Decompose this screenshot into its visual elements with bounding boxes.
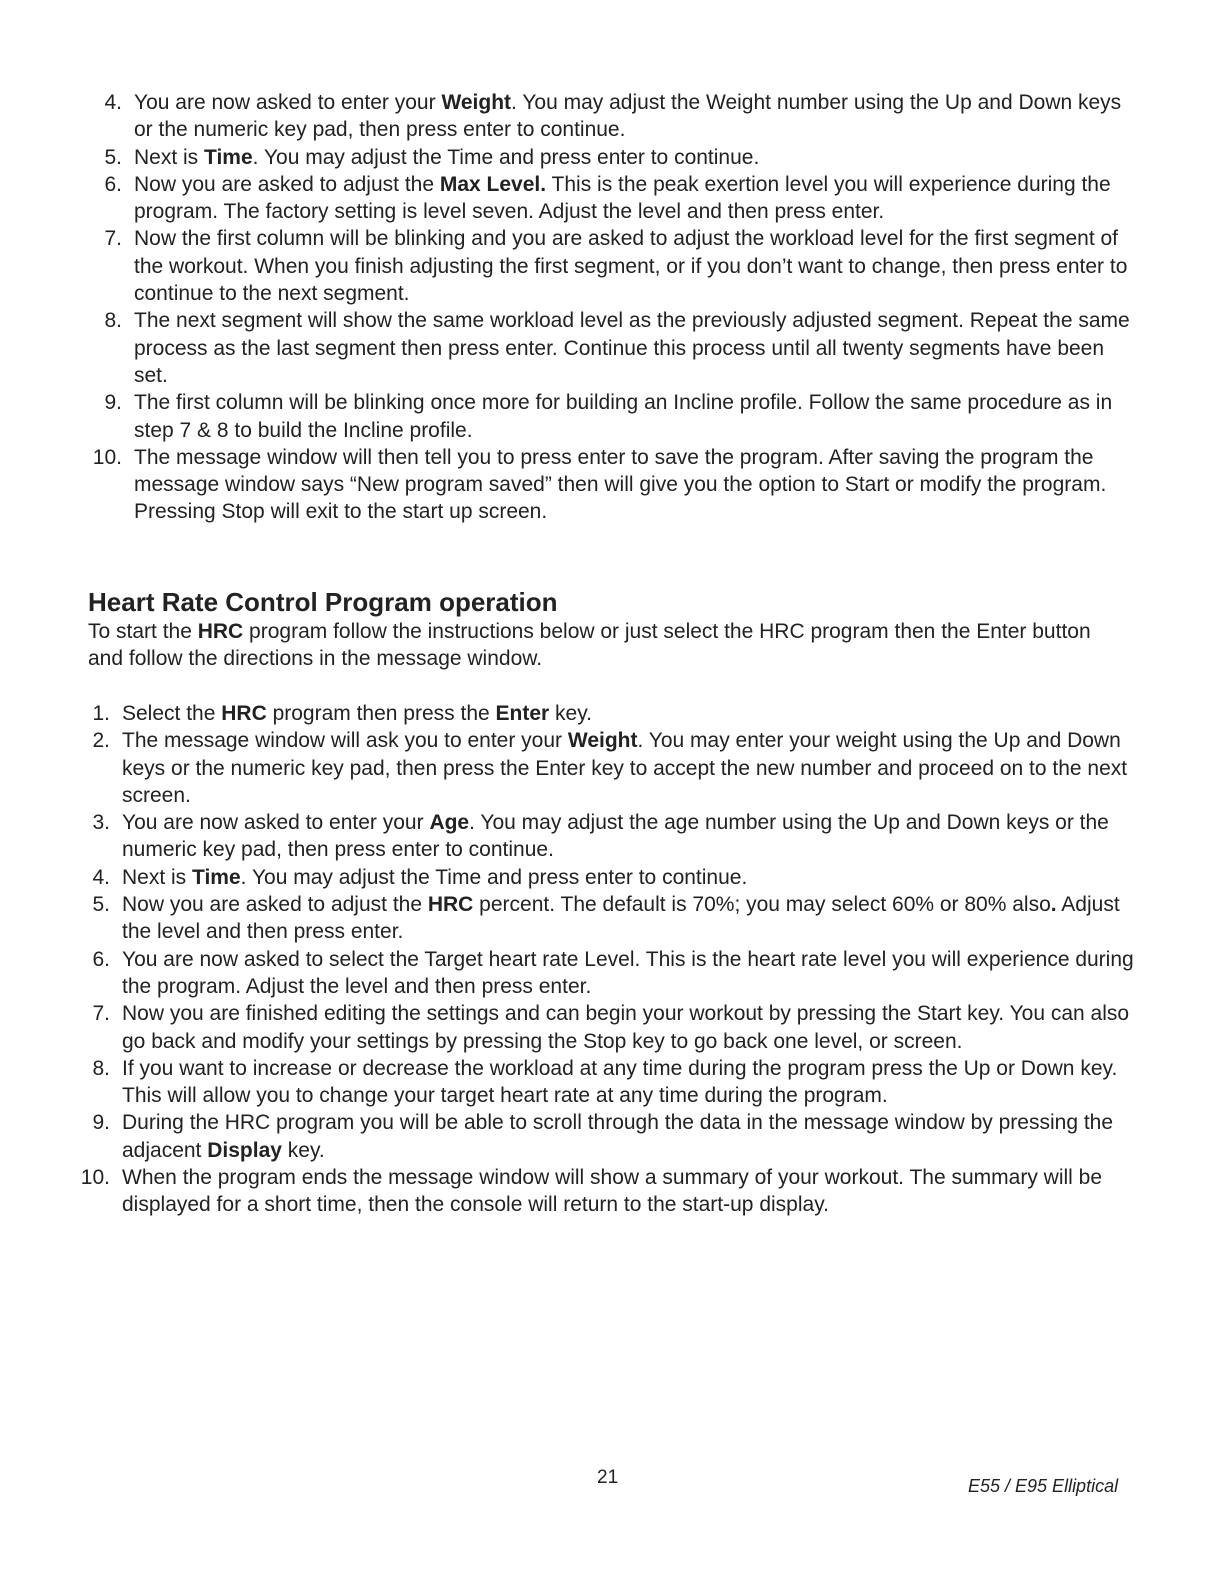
step-number: 5.: [104, 145, 122, 169]
list-item: [92, 1109, 1134, 1164]
step-text: key.: [549, 702, 593, 725]
step-text: The message window will then tell you to press enter to save the program. After saving the program the message window says “New program saved” then will give you the option to Start or modify the program. Pressing Stop will exit to the start up screen.: [134, 445, 1107, 524]
intro-text: program follow the instructions below or just select the HRC program then the Enter button and follow the directions in the message window.: [88, 620, 1091, 671]
step-text: key.: [281, 1138, 325, 1162]
step-number: 6.: [92, 947, 110, 971]
step-keyword: HRC: [221, 702, 267, 725]
step-number: 9.: [92, 1111, 110, 1135]
step-text: You are now asked to enter your: [122, 811, 430, 835]
list-item: [104, 89, 1134, 144]
step-text: You are now asked to enter your: [134, 91, 442, 114]
page-number: 21: [597, 1467, 619, 1488]
step-text: Now the first column will be blinking and you are asked to adjust the workload level for the first segment of the workout. When you finish adjusting the first segment, or if you don’t want to change, then press enter to continue to the next segment.: [134, 227, 1128, 306]
step-text: percent. The default is 70%; you may select 60% or 80% also: [473, 893, 1051, 917]
step-text: Now you are asked to adjust the: [134, 172, 440, 196]
list-item: [92, 700, 1134, 727]
list-item: [92, 1055, 1134, 1110]
step-text: During the HRC program you will be able to scroll through the data in the message window by pressing the adjacent: [122, 1111, 1114, 1162]
list-item: [92, 891, 1134, 946]
step-number: 3.: [92, 811, 110, 835]
step-number: 9.: [104, 391, 122, 415]
step-keyword: Max Level.: [439, 172, 547, 196]
step-keyword: Time: [204, 145, 253, 169]
step-text: Now you are finished editing the settings and can begin your workout by pressing the Start key. You can also go back and modify your settings by pressing the Stop key to go back one level, or screen.: [122, 1002, 1130, 1053]
step-number: 4.: [92, 865, 110, 889]
step-number: 10.: [80, 1166, 110, 1190]
step-keyword: .: [1050, 893, 1057, 917]
step-text: The first column will be blinking once more for building an Incline profile. Follow the same procedure as in step 7 & 8 to build the Incline profile.: [134, 391, 1113, 442]
step-text: . You may adjust the Time and press enter to continue.: [240, 865, 748, 889]
step-number: 6.: [104, 172, 122, 196]
list-item: [104, 307, 1134, 389]
step-text: If you want to increase or decrease the workload at any time during the program press the Up or Down key. This will allow you to change your target heart rate at any time during the program.: [122, 1056, 1118, 1108]
step-keyword: Enter: [495, 702, 550, 725]
step-text: Adjust the level and then press enter.: [122, 893, 1120, 944]
step-text: This is the peak exertion level you will experience during the program. The factory setting is level seven. Adjust the level and then press enter.: [134, 172, 1111, 224]
hrc-steps: [80, 700, 1134, 1219]
step-text: Next is: [134, 145, 205, 169]
step-number: 7.: [104, 227, 122, 251]
step-text: Now you are asked to adjust the: [122, 893, 428, 917]
intro-text: To start the: [88, 620, 198, 643]
list-item: [92, 809, 1134, 864]
step-keyword: Time: [192, 865, 241, 889]
step-number: 2.: [92, 729, 110, 753]
step-number: 10.: [92, 445, 122, 469]
step-number: 7.: [92, 1002, 110, 1026]
step-keyword: Age: [429, 811, 470, 835]
step-text: Next is: [122, 865, 193, 889]
list-item: [80, 1164, 1134, 1219]
step-number: 8.: [104, 309, 122, 333]
section-heading: Heart Rate Control Program operation: [88, 587, 558, 617]
step-number: 8.: [92, 1056, 110, 1080]
list-item: [104, 225, 1134, 307]
list-item: [104, 389, 1134, 444]
list-item: [92, 1000, 1134, 1055]
program-steps-continued: [92, 89, 1134, 526]
step-keyword: HRC: [427, 893, 474, 917]
step-text: When the program ends the message window will show a summary of your workout. The summary will be displayed for a short time, then the console will return to the start-up display.: [122, 1166, 1103, 1217]
step-number: 1.: [92, 702, 110, 725]
step-text: . You may adjust the Weight number using the Up and Down keys or the numeric key pad, then press enter to continue.: [134, 91, 1122, 142]
step-number: 5.: [92, 893, 110, 917]
footer-title: E55 / E95 Elliptical: [968, 1476, 1119, 1496]
step-text: The message window will ask you to enter your: [122, 729, 568, 753]
step-text: . You may adjust the Time and press enter to continue.: [252, 145, 760, 169]
step-text: . You may enter your weight using the Up and Down keys or the numeric key pad, then press the Enter key to accept the new number and proceed on to the next screen.: [122, 729, 1128, 807]
list-item: [104, 171, 1134, 226]
step-text: The next segment will show the same workload level as the previously adjusted segment. Repeat the same process as the last segment then press enter. Continue this process until all twenty segments have been set.: [134, 309, 1130, 387]
list-item: [92, 946, 1134, 1001]
step-text: You are now asked to select the Target heart rate Level. This is the heart rate level you will experience during the program. Adjust the level and then press enter.: [122, 947, 1134, 998]
step-number: 4.: [104, 91, 122, 114]
list-item: [92, 864, 1134, 891]
step-keyword: Weight: [441, 91, 512, 114]
step-text: program then press the: [266, 702, 496, 725]
intro-keyword: HRC: [197, 620, 244, 643]
step-keyword: Weight: [567, 729, 638, 753]
step-keyword: Display: [207, 1138, 282, 1162]
step-text: Select the: [122, 702, 222, 725]
section-intro: [88, 618, 1128, 673]
list-item: [92, 444, 1134, 526]
list-item: [92, 727, 1134, 809]
step-text: . You may adjust the age number using the Up and Down keys or the numeric key pad, then press enter to continue.: [122, 811, 1109, 862]
list-item: [104, 144, 1134, 171]
